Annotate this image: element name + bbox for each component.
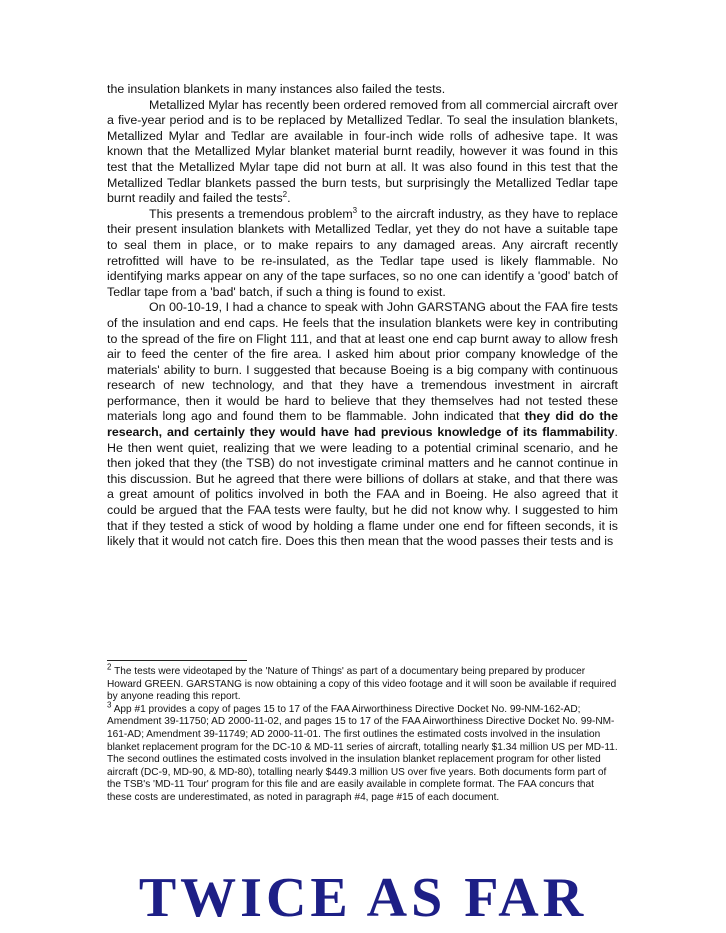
footnote-2: $^2$ The tests were videotaped by the 'Nature of Things' as part of a documentary being prepared by producer Howard GREEN. GARSTANG is now obtaining a copy of this video footage and it will soon be available if required by anyone reading this report.	[107, 662, 617, 703]
paragraph-garstang-conversation: On 00-10-19, I had a chance to speak with John GARSTANG about the FAA fire tests of the insulation and end caps. He feels that the insulation blankets were key in contributing to the spread of the fire on Flight 111, and that at least one end cap burnt away to allow fresh air to feed the center of the fire area. I asked him about prior company knowledge of the materials' ability to burn. I suggested that because Boeing is a big company with continuous research of new technology, and that they have a tremendous investment in aircraft performance, then it would be hard to believe that they themselves had not tested these materials long ago and found them to be flammable. John indicated that they did do the research, and certainly they would have had previous knowledge of its flammability. He then went quiet, realizing that we were leading to a potential criminal scenario, and he then joked that they (the TSB) do not investigate criminal matters and he cannot continue in this discussion. But he agreed that there were billions of dollars at stake, and that there was a great amount of politics involved in both the FAA and in Boeing. He also agreed that it could be argued that the FAA tests were faulty, but he did not know why. I suggested to him that if they tested a stick of wood by holding a flame under one end for fifteen seconds, it is likely that it would not catch fire. Does this then mean that the wood passes their tests and is	[107, 300, 619, 549]
footnotes	[107, 662, 618, 805]
twice-as-far-banner: TWICE AS FAR	[138, 867, 588, 929]
paragraph-continuation: the insulation blankets in many instances also failed the tests.	[107, 82, 446, 96]
paragraph-tremendous-problem: This presents a tremendous problem$^3$ to the aircraft industry, as they have to replace their present insulation blankets with Metallized Tedlar, yet they do not have a suitable tape to seal them in place, or to make repairs to any damaged areas. Any aircraft recently retrofitted will have to be re-insulated, as the Tedlar tape used is likely flammable. No identifying marks appear on any of the tape surfaces, so no one can identify a 'good' batch of Tedlar tape from a 'bad' batch, if such a thing is found to exist.	[107, 205, 618, 299]
paragraph-metallized-mylar: Metallized Mylar has recently been ordered removed from all commercial aircraft over a five-year period and is to be replaced by Metallized Tedlar. To seal the insulation blankets, Metallized Mylar and Tedlar are available in four-inch wide rolls of adhesive tape. It was known that the Metallized Mylar blanket material burnt readily, however it was found in this test that the Metallized Mylar tape did not burn at all. It was also found in this test that the Metallized Tedlar blankets passed the burn tests, but surprisingly the Metallized Tedlar tape burnt readily and failed the tests$^2$.	[107, 97, 618, 206]
emphasis-research: they did do the research, and certainly they would have had previous knowledge of its flammability	[107, 409, 619, 440]
footnote-ref-2: 2	[282, 190, 288, 200]
footnote-ref-3: 3	[352, 205, 358, 215]
body-text	[107, 82, 618, 550]
footnote-separator	[107, 660, 247, 661]
footnote-3: $^3$ App #1 provides a copy of pages 15 to 17 of the FAA Airworthiness Directive Docket No. 99-NM-162-AD; Amendment 39-11750; AD 2000-11-02, and pages 15 to 17 of the FAA Airworthiness Directive Docket No. 99-NM-161-AD; Amendment 39-11749; AD 2000-11-01. The first outlines the estimated costs involved in the insulation blanket replacement program for the DC-10 & MD-11 series of aircraft, totalling nearly $1.34 million US per MD-11. The second outlines the estimated costs involved in the insulation blanket replacement program for other listed aircraft (DC-9, MD-90, & MD-80), totalling nearly $449.3 million US over five years. Both documents form part of the TSB's 'MD-11 Tour' program for this file and are easily available in complete format. The FAA concurs that these costs are underestimated, as noted in paragraph #4, page #15 of each document.	[107, 700, 618, 803]
